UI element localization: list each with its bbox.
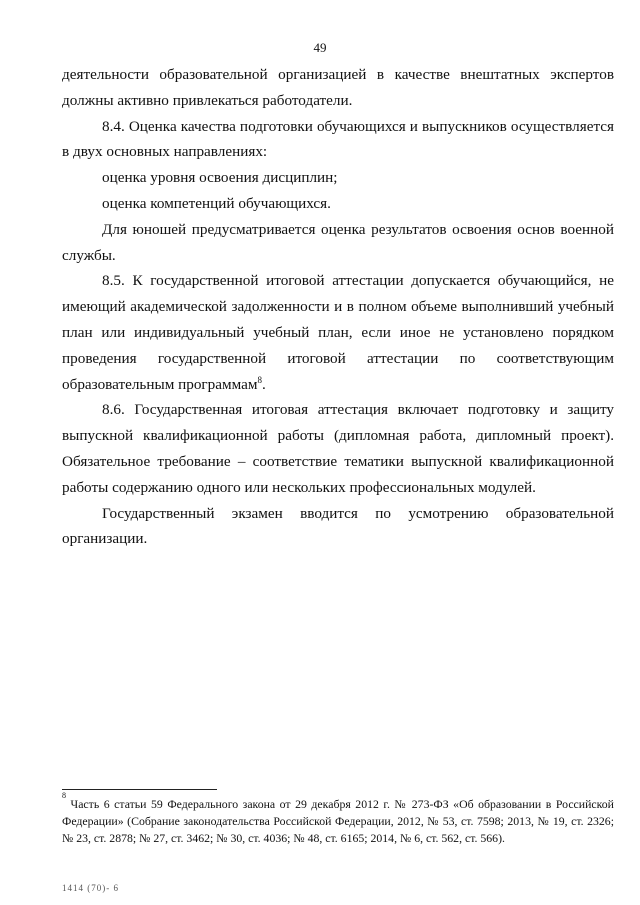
list-item-disciplines: оценка уровня освоения дисциплин; xyxy=(102,169,338,187)
paragraph-8-5 xyxy=(62,268,614,397)
footnote xyxy=(62,791,614,846)
paragraph-8-5-text: 8.5. К государственной итоговой аттестации допускается обучающийся, не имеющий академической задолженности и в полном объеме выполнивший учебный план или индивидуальный учебный план, если иное не установлено порядком проведения государственной итоговой аттестации по соответствующим образовательным программам xyxy=(62,272,614,393)
document-body xyxy=(62,62,614,552)
footnote-text: Часть 6 статьи 59 Федерального закона от 29 декабря 2012 г. № 273-ФЗ «Об образовании в Российской Федерации» (Собрание законодательства Российской Федерации, 2012, № 53, ст. 7598; 2013, № 19, ст. 2326; № 23, ст. 2878; № 27, ст. 3462; № 30, ст. 4036; № 48, ст. 6165; 2014, № 6, ст. 562, ст. 566). xyxy=(62,797,614,845)
paragraph-8-6: 8.6. Государственная итоговая аттестация включает подготовку и защиту выпускной квалификационной работы (дипломная работа, дипломный проект). Обязательное требование – соответствие тематики выпускной квалификационной работы содержанию одного или нескольких профессиональных модулей. xyxy=(62,401,614,496)
footnote-mark: 8 xyxy=(62,791,66,800)
page-number: 49 xyxy=(313,40,327,55)
paragraph-state-exam: Государственный экзамен вводится по усмотрению образовательной организации. xyxy=(62,504,614,548)
list-item-competencies: оценка компетенций обучающихся. xyxy=(102,194,331,212)
paragraph-8-5-end: . xyxy=(261,375,266,393)
footnote-divider xyxy=(62,789,217,790)
footnote-reference: 8 xyxy=(257,374,262,385)
paragraph-1: деятельности образовательной организацией в качестве внештатных экспертов должны активно привлекаться работодатели. xyxy=(62,66,614,109)
paragraph-military-service: Для юношей предусматривается оценка результатов освоения основ военной службы. xyxy=(62,220,614,264)
paragraph-8-4: 8.4. Оценка качества подготовки обучающихся и выпускников осуществляется в двух основных направлениях: xyxy=(62,117,614,161)
document-code: 1414 (70)- 6 xyxy=(62,883,119,893)
